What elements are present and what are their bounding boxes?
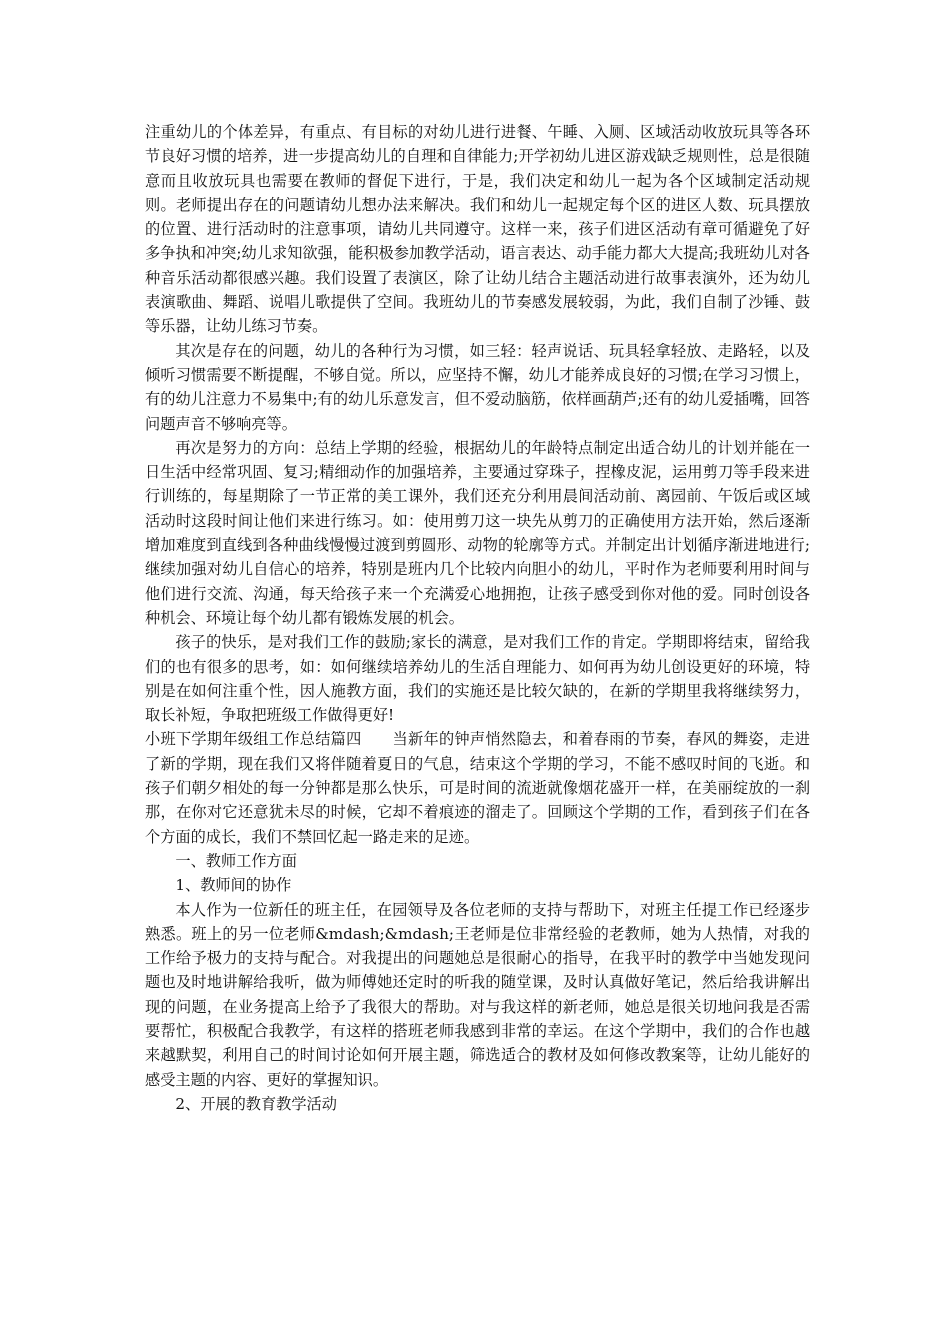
paragraph-problems: 其次是存在的问题，幼儿的各种行为习惯，如三轻：轻声说话、玩具轻拿轻放、走路轻，以及倾听习惯需要不断提醒，不够自觉。所以，应坚持不懈，幼儿才能养成良好的习惯;在学习习惯上，有的幼儿注意力不易集中;有的幼儿乐意发言，但不爱动脑筋，依样画葫芦;还有的幼儿爱插嘴，回答问题声音不够响亮等。 — [145, 341, 810, 433]
subheading-teaching-activities: 2、开展的教育教学活动 — [175, 1094, 337, 1113]
paragraph-summary-four: 小班下学期年级组工作总结篇四 当新年的钟声悄然隐去，和着春雨的节奏，春风的舞姿，走进了新的学期，现在我们又将伴随着夏日的气息，结束这个学期的学习，不能不感叹时间的飞逝。和孩子们朝夕相处的每一分钟都是那么快乐，可是时间的流逝就像烟花盛开一样，在美丽绽放的一刹那，在你对它还意犹未尽的时候，它却不着痕迹的溜走了。回顾这个学期的工作，看到孩子们在各个方面的成长，我们不禁回忆起一路走来的足迹。 — [145, 730, 810, 846]
section-heading-teacher-work: 一、教师工作方面 — [175, 851, 297, 870]
paragraph-direction: 再次是努力的方向：总结上学期的经验，根据幼儿的年龄特点制定出适合幼儿的计划并能在一日生活中经常巩固、复习;精细动作的加强培养，主要通过穿珠子，捏橡皮泥，运用剪刀等手段来进行训练的，每星期除了一节正常的美工课外，我们还充分利用晨间活动前、离园前、午饭后或区域活动时这段时间让他们来进行练习。如：使用剪刀这一块先从剪刀的正确使用方法开始，然后逐渐增加难度到直线到各种曲线慢慢过渡到剪圆形、动物的轮廓等方式。并制定出计划循序渐进地进行;继续加强对幼儿自信心的培养，特别是班内几个比较内向胆小的幼儿，平时作为老师要利用时间与他们进行交流、沟通，每天给孩子来一个充满爱心地拥抱，让孩子感受到你对他的爱。同时创设各种机会、环境让每个幼儿都有锻炼发展的机会。 — [145, 438, 810, 627]
paragraph-habits: 注重幼儿的个体差异，有重点、有目标的对幼儿进行进餐、午睡、入厕、区域活动收放玩具等各环节良好习惯的培养，进一步提高幼儿的自理和自律能力;开学初幼儿进区游戏缺乏规则性，总是很随意而且收放玩具也需要在教师的督促下进行，于是，我们决定和幼儿一起为各个区域制定活动规则。老师提出存在的问题请幼儿想办法来解决。我们和幼儿一起规定每个区的进区人数、玩具摆放的位置、进行活动时的注意事项，请幼儿共同遵守。这样一来，孩子们进区活动有章可循避免了好多争执和冲突;幼儿求知欲强，能积极参加教学活动，语言表达、动手能力都大大提高;我班幼儿对各种音乐活动都很感兴趣。我们设置了表演区，除了让幼儿结合主题活动进行故事表演外，还为幼儿表演歌曲、舞蹈、说唱儿歌提供了空间。我班幼儿的节奏感发展较弱，为此，我们自制了沙锤、鼓等乐器，让幼儿练习节奏。 — [145, 123, 810, 336]
paragraph-collaboration: 本人作为一位新任的班主任，在园领导及各位老师的支持与帮助下，对班主任提工作已经逐步熟悉。班上的另一位老师&mdash;&mdash;王老师是位非常经验的老教师，她为人热情，对我的工作给予极力的支持与配合。对我提出的问题她总是很耐心的指导，在我平时的教学中当她发现问题也及时地讲解给我听，做为师傅她还定时的听我的随堂课，及时认真做好笔记，然后给我讲解出现的问题，在业务提高上给予了我很大的帮助。对与我这样的新老师，她总是很关切地问我是否需要帮忙，积极配合我教学，有这样的搭班老师我感到非常的幸运。在这个学期中，我们的合作也越来越默契，利用自己的时间讨论如何开展主题，筛选适合的教材及如何修改教案等，让幼儿能好的感受主题的内容、更好的掌握知识。 — [145, 900, 810, 1089]
subheading-teacher-collaboration: 1、教师间的协作 — [175, 876, 292, 895]
document-body — [145, 120, 810, 1116]
paragraph-conclusion: 孩子的快乐，是对我们工作的鼓励;家长的满意，是对我们工作的肯定。学期即将结束，留给我们的也有很多的思考，如：如何继续培养幼儿的生活自理能力、如何再为幼儿创设更好的环境，特别是在如何注重个性，因人施教方面，我们的实施还是比较欠缺的，在新的学期里我将继续努力，取长补短，争取把班级工作做得更好! — [145, 633, 810, 725]
